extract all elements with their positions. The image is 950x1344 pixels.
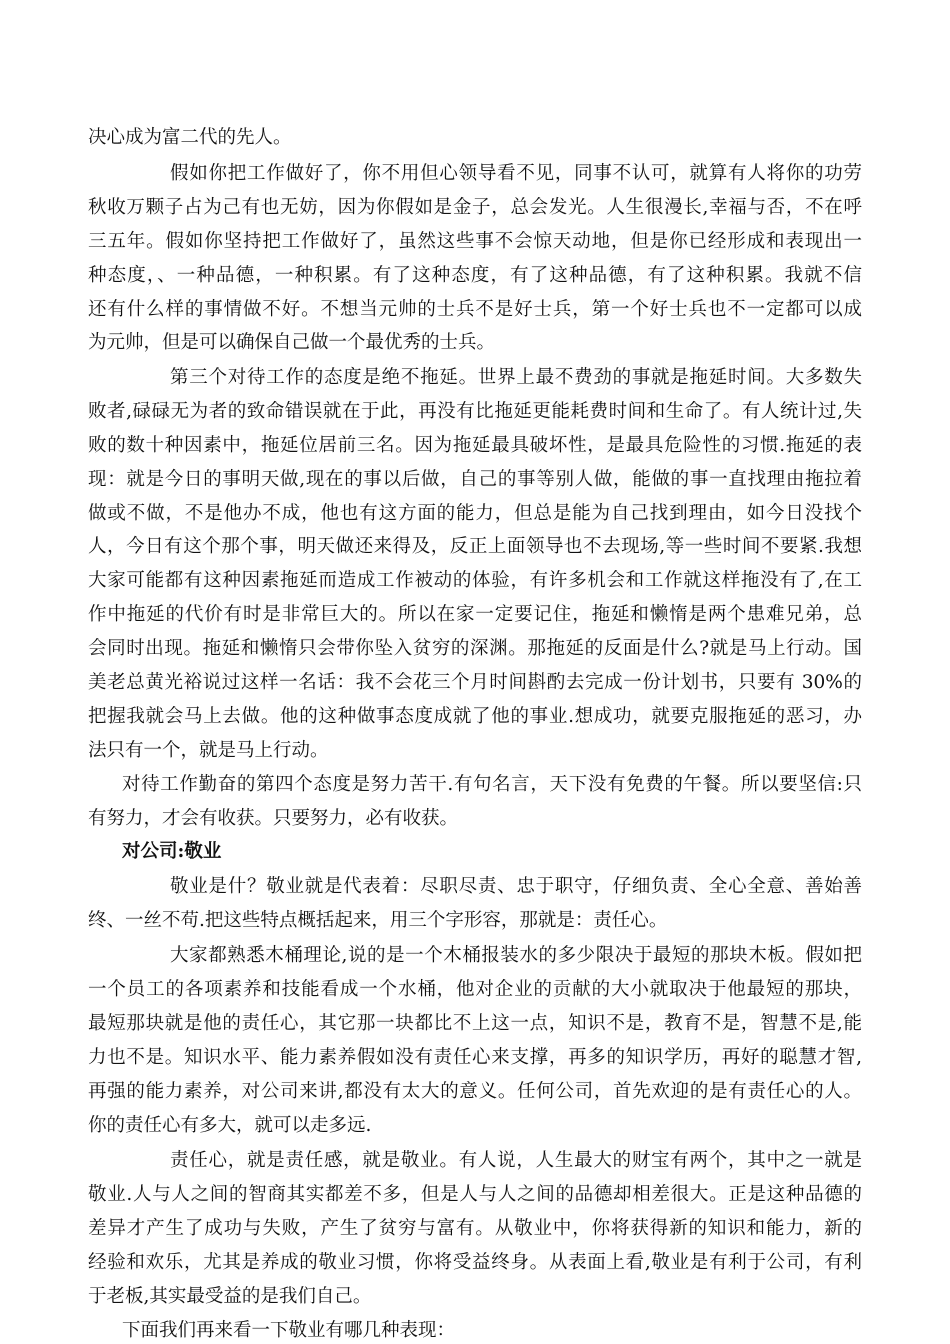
- text-line: 对待工作勤奋的第四个态度是努力苦干.有句名言，天下没有免费的午餐。所以要坚信:只: [122, 774, 862, 795]
- text-line: 人，今日有这个那个事，明天做还来得及，反正上面领导也不去现场,等一些时间不要紧.我想: [88, 536, 862, 557]
- text-line: 责任心，就是责任感，就是敬业。有人说，人生最大的财宝有两个，其中之一就是: [170, 1150, 862, 1171]
- text-line: 还有什么样的事情做不好。不想当元帅的士兵不是好士兵，第一个好士兵也不一定都可以成: [88, 299, 862, 320]
- text-line: 会同时出现。拖延和懒惰只会带你坠入贫穷的深渊。那拖延的反面是什么?就是马上行动。国: [88, 638, 862, 659]
- text-line: 败者,碌碌无为者的致命错误就在于此，再没有比拖延更能耗费时间和生命了。有人统计过,失: [88, 401, 862, 422]
- text-line: 一个员工的各项素养和技能看成一个水桶，他对企业的贡献的大小就取决于他最短的那块，: [88, 979, 862, 1000]
- text-line: 第三个对待工作的态度是绝不拖延。世界上最不费劲的事就是拖延时间。大多数失: [170, 367, 862, 388]
- text-line: 敬业.人与人之间的智商其实都差不多，但是人与人之间的品德却相差很大。正是这种品德的: [88, 1184, 862, 1205]
- text-line: 最短那块就是他的责任心，其它那一块都比不上这一点，知识不是，教育不是，智慧不是,能: [88, 1013, 862, 1034]
- text-line: 三五年。假如你坚持把工作做好了，虽然这些事不会惊天动地，但是你已经形成和表现出一: [88, 231, 862, 252]
- text-line: 把握我就会马上去做。他的这种做事态度成就了他的事业.想成功，就要克服拖延的恶习，办: [88, 706, 862, 727]
- text-line: 作中拖延的代价有时是非常巨大的。所以在家一定要记住，拖延和懒惰是两个患难兄弟，总: [88, 604, 862, 625]
- text-line: 败的数十种因素中，拖延位居前三名。因为拖延最具破坏性，是最具危险性的习惯.拖延的表: [88, 435, 862, 456]
- text-line: 经验和欢乐，尤其是养成的敬业习惯，你将受益终身。从表面上看,敬业是有利于公司，有利: [88, 1252, 862, 1273]
- text-line: 你的责任心有多大，就可以走多远.: [88, 1115, 372, 1136]
- text-line: 终、一丝不苟.把这些特点概括起来，用三个字形容，那就是：责任心。: [88, 910, 668, 931]
- text-line: 美老总黄光裕说过这样一名话：我不会花三个月时间斟酌去完成一份计划书，只要有 30%的: [88, 672, 862, 693]
- text-line: 种态度，、一种品德，一种积累。有了这种态度，有了这种品德，有了这种积累。我就不信: [88, 265, 862, 286]
- text-line: 大家都熟悉木桶理论,说的是一个木桶报装水的多少限决于最短的那块木板。假如把: [170, 945, 862, 966]
- text-line: 秋收万颗子占为己有也无妨，因为你假如是金子，总会发光。人生很漫长,幸福与否，不在呼: [88, 197, 862, 218]
- text-line: 假如你把工作做好了，你不用但心领导看不见，同事不认可，就算有人将你的功劳: [170, 163, 862, 184]
- text-line: 差异才产生了成功与失败，产生了贫穷与富有。从敬业中，你将获得新的知识和能力，新的: [88, 1218, 862, 1239]
- text-line: 现：就是今日的事明天做,现在的事以后做，自己的事等别人做，能做的事一直找理由拖拉着: [88, 469, 862, 490]
- text-line: 敬业是什？敬业就是代表着：尽职尽责、忠于职守，仔细负责、全心全意、善始善: [170, 876, 862, 897]
- text-line: 于老板,其实最受益的是我们自己。: [88, 1286, 372, 1307]
- text-line: 有努力，才会有收获。只要努力，必有收获。: [88, 808, 459, 829]
- text-line: 为元帅，但是可以确保自己做一个最优秀的士兵。: [88, 332, 496, 353]
- text-line: 再强的能力素养，对公司来讲,都没有太大的意义。任何公司，首先欢迎的是有责任心的人。: [88, 1081, 862, 1102]
- text-line: 下面我们再来看一下敬业有哪几种表现：: [122, 1320, 456, 1341]
- text-line: 法只有一个，就是马上行动。: [88, 740, 329, 761]
- text-line: 力也不是。知识水平、能力素养假如没有责任心来支撑，再多的知识学历，再好的聪慧才智,: [88, 1047, 862, 1068]
- section-heading: 对公司:敬业: [122, 841, 222, 862]
- text-line: 做或不做，不是他办不成，他也有这方面的能力，但总是能为自己找到理由，如今日没找个: [88, 503, 862, 524]
- text-line: 大家可能都有这种因素拖延而造成工作被动的体验，有许多机会和工作就这样拖没有了,在工: [88, 570, 862, 591]
- text-line: 决心成为富二代的先人。: [88, 127, 292, 148]
